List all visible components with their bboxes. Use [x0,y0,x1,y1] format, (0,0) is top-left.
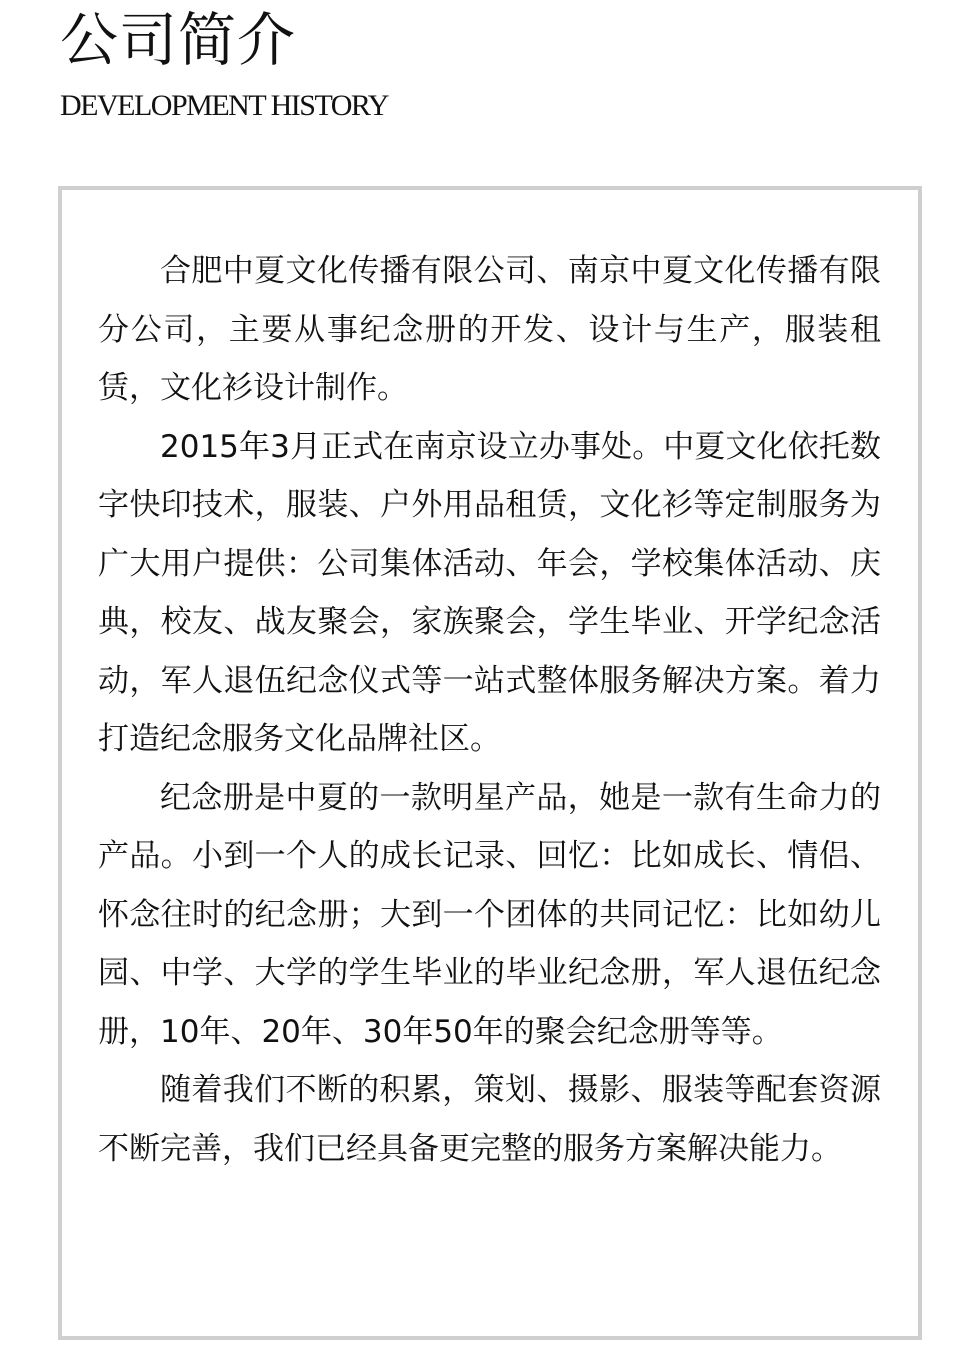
paragraph-product: 纪念册是中夏的一款明星产品，她是一款有生命力的产品。小到一个人的成长记录、回忆：比如成长、情侣、怀念往时的纪念册；大到一个团体的共同记忆：比如幼儿园、中学、大学的学生毕业的毕业纪念册，军人退伍纪念册，10年、20年、30年50年的聚会纪念册等等。 [98,779,881,1050]
content-box [58,186,922,1340]
page-title: 公司简介 [60,6,297,74]
paragraph-intro: 合肥中夏文化传播有限公司、南京中夏文化传播有限分公司，主要从事纪念册的开发、设计与生产，服装租赁，文化衫设计制作。 [98,253,881,406]
paragraph-history: 2015年3月正式在南京设立办事处。中夏文化依托数字快印技术，服装、户外用品租赁，文化衫等定制服务为广大用户提供：公司集体活动、年会，学校集体活动、庆典，校友、战友聚会，家族聚会，学生毕业、开学纪念活动，军人退伍纪念仪式等一站式整体服务解决方案。着力打造纪念服务文化品牌社区。 [98,428,881,757]
page-subtitle: DEVELOPMENT HISTORY [60,89,388,122]
paragraph-capability: 随着我们不断的积累，策划、摄影、服装等配套资源不断完善，我们已经具备更完整的服务方案解决能力。 [98,1072,881,1167]
content-text [98,242,881,1178]
